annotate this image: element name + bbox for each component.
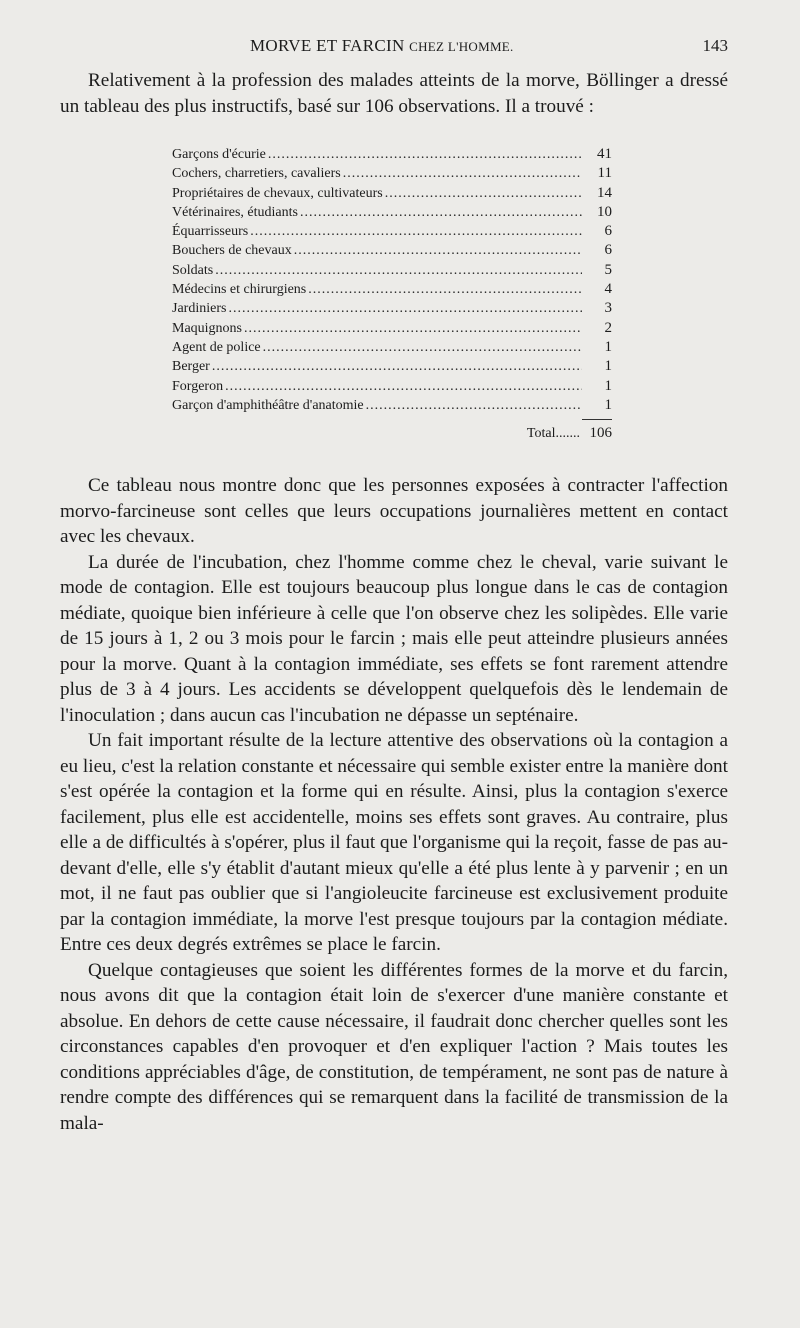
table-row [172, 338, 612, 357]
table-row [172, 145, 612, 164]
row-count: 1 [604, 377, 612, 394]
table-row [172, 396, 612, 415]
row-count: 4 [604, 281, 612, 298]
row-count: 3 [604, 300, 612, 317]
table-row [172, 357, 612, 376]
table-row [172, 280, 612, 299]
table-row [172, 164, 612, 183]
running-title-sub: CHEZ L'HOMME. [409, 39, 514, 54]
table-row [172, 377, 612, 396]
row-label: Vétérinaires, étudiants [172, 204, 298, 220]
row-count: 1 [604, 358, 612, 375]
table-row [172, 241, 612, 260]
table-row [172, 319, 612, 338]
table-row [172, 299, 612, 318]
row-count: 14 [597, 184, 612, 201]
row-count: 6 [604, 242, 612, 259]
intro-paragraph: Relativement à la profession des malades atteints de la morve, Böllinger a dressé un tableau des plus instructifs, basé sur 106 observations. Il a trouvé : [60, 70, 728, 117]
row-label: Cochers, charretiers, cavaliers [172, 166, 341, 182]
row-count: 1 [604, 338, 612, 355]
row-label: Propriétaires de chevaux, cultivateurs [172, 185, 383, 201]
running-title-main: MORVE ET FARCIN [250, 36, 405, 55]
body-paragraph: Ce tableau nous montre donc que les personnes exposées à contracter l'affection morvo-farcineuse sont celles que leurs occupations journalières mettent en contact avec les chevaux. [60, 475, 728, 548]
row-label: Garçons d'écurie [172, 147, 266, 162]
total-value: 106 [589, 425, 612, 442]
body-paragraph: La durée de l'incubation, chez l'homme comme chez le cheval, varie suivant le mode de contagion. Elle est toujours beaucoup plus longue dans le cas de contagion médiate, quoique bien inférieure à celle que l'on observe chez les solipèdes. Elle varie de 15 jours à 1, 2 ou 3 mois pour le farcin ; mais elle peut atteindre plusieurs années pour la morve. Quant à la contagion immédiate, ses effets se font rarement attendre plus de 3 à 4 jours. Les accidents se développent quelquefois dès le lendemain de l'inoculation ; dans aucun cas l'incubation ne dépasse un septénaire. [60, 551, 728, 726]
row-label: Berger [172, 359, 210, 375]
body-paragraph: Un fait important résulte de la lecture attentive des observations où la contagion a eu lieu, c'est la relation constante et nécessaire qui semble exister entre la manière dont s'est opérée la contagion et la forme qui en résulte. Ainsi, plus la contagion s'exerce facilement, plus elle est accidentelle, moins ses effets sont graves. Au contraire, plus elle a de difficultés à s'opérer, plus il faut que l'organisme qui la reçoit, fasse de pas au-devant d'elle, elle s'y établit d'autant mieux qu'elle a été plus lente à y parvenir ; en un mot, il ne faut pas oublier que si l'angioleucite farcineuse est exclusivement produite par la contagion immédiate, la morve l'est presque toujours par la contagion médiate. Entre ces deux degrés extrêmes se place le farcin. [60, 730, 728, 956]
row-label: Maquignons [172, 320, 242, 336]
body-paragraph: Quelque contagieuses que soient les différentes formes de la morve et du farcin, nous avons dit que la contagion était loin de s'exercer d'une manière constante et absolue. En dehors de cette cause nécessaire, il faudrait donc chercher quelles sont les circonstances capables d'en provoquer et d'en expliquer l'action ? Mais toutes les conditions appréciables d'âge, de constitution, de tempérament, ne sont pas de nature à rendre compte des différences qui se remarquent dans la facilité de transmission de la mala- [60, 959, 728, 1134]
table-row [172, 203, 612, 222]
row-label: Bouchers de chevaux [172, 243, 292, 259]
total-label: Total....... [526, 426, 580, 442]
row-count: 10 [597, 203, 612, 220]
row-label: Soldats [172, 262, 214, 278]
row-count: 1 [604, 396, 612, 413]
row-count: 5 [604, 261, 612, 278]
row-label: Forgeron [172, 378, 224, 394]
page-number: 143 [702, 36, 728, 55]
row-count: 2 [604, 319, 612, 336]
profession-table [172, 145, 612, 443]
table-row [172, 222, 612, 241]
total-row [172, 424, 612, 443]
total-rule [582, 419, 612, 420]
row-label: Jardiniers [172, 301, 227, 317]
row-count: 6 [604, 223, 612, 240]
row-label: Agent de police [172, 339, 261, 355]
row-count: 11 [597, 165, 612, 182]
running-head [60, 36, 728, 66]
table-row [172, 261, 612, 280]
row-count: 41 [597, 146, 612, 162]
running-title [250, 36, 514, 56]
table-row [172, 184, 612, 203]
row-label: Garçon d'amphithéâtre d'anatomie [172, 397, 364, 413]
row-label: Médecins et chirurgiens [172, 282, 307, 298]
row-label: Équarrisseurs [172, 224, 249, 240]
